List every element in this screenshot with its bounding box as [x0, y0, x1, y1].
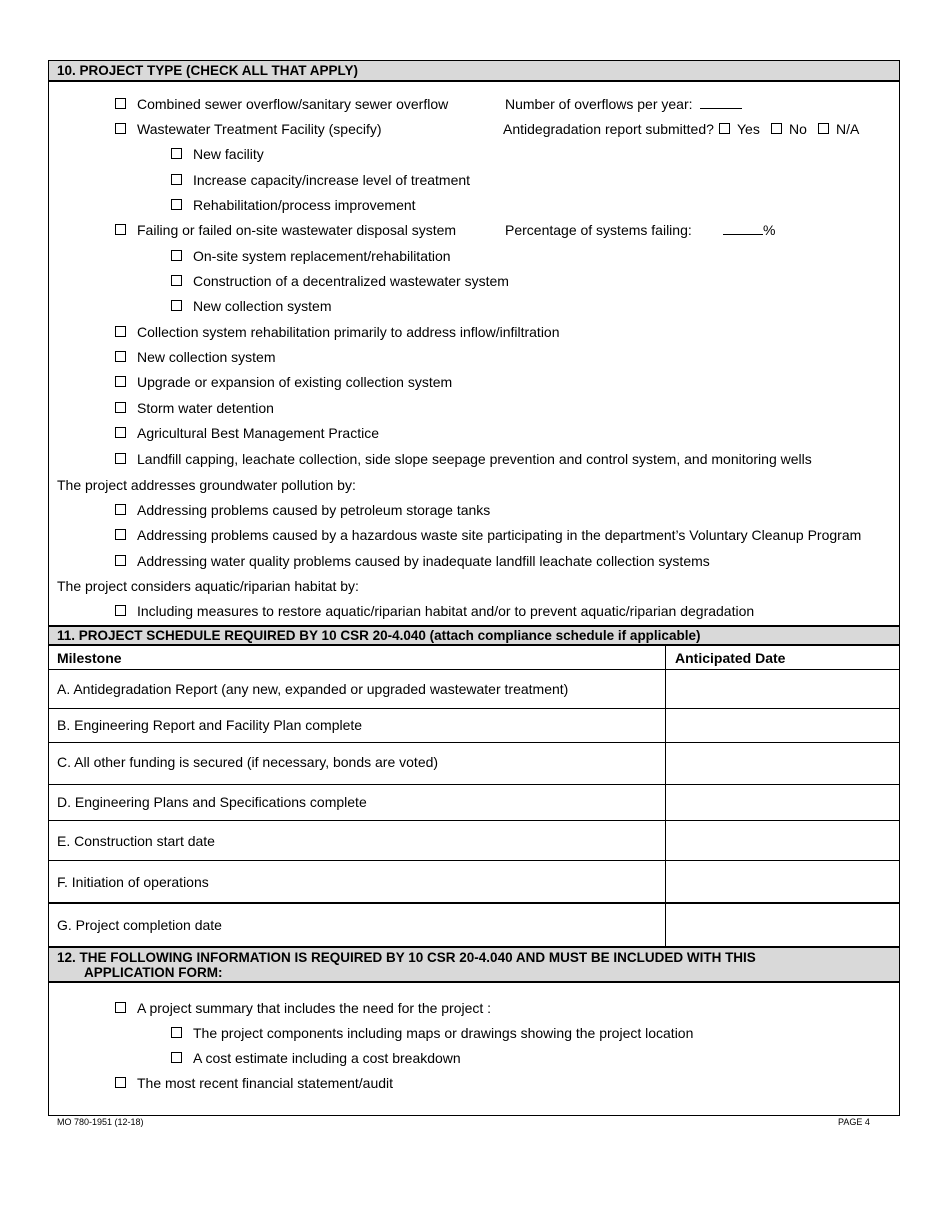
- item-label: The project components including maps or drawings showing the project location: [193, 1025, 694, 1041]
- section-10-title: 10. PROJECT TYPE (CHECK ALL THAT APPLY): [57, 63, 359, 78]
- milestone-c: C. All other funding is secured (if necessary, bonds are voted): [57, 754, 439, 770]
- milestone-e: E. Construction start date: [57, 833, 215, 849]
- form-page: [48, 60, 900, 1116]
- item-label: Including measures to restore aquatic/riparian habitat and/or to prevent aquatic/riparian degradation: [137, 603, 755, 619]
- date-input-c[interactable]: [667, 743, 898, 784]
- item-label: The most recent financial statement/audit: [137, 1075, 394, 1091]
- milestone-d: D. Engineering Plans and Specifications complete: [57, 794, 367, 810]
- checkbox-wwtf[interactable]: [115, 123, 126, 134]
- checkbox-petroleum[interactable]: [115, 504, 126, 515]
- checkbox-rehabilitation[interactable]: [171, 199, 182, 210]
- date-input-g[interactable]: [667, 904, 898, 946]
- checkbox-combined-sewer[interactable]: [115, 98, 126, 109]
- checkbox-habitat[interactable]: [115, 605, 126, 616]
- item-label: On-site system replacement/rehabilitation: [193, 248, 451, 264]
- section-11-title: 11. PROJECT SCHEDULE REQUIRED BY 10 CSR 20-4.040 (attach compliance schedule if applicable): [57, 628, 701, 643]
- checkbox-antideg-na[interactable]: [818, 123, 829, 134]
- percentage-field: [723, 222, 775, 238]
- date-input-b[interactable]: [667, 709, 898, 742]
- section-12-header: [49, 946, 899, 983]
- item-label: New collection system: [137, 349, 276, 365]
- checkbox-project-components[interactable]: [171, 1027, 182, 1038]
- section-12-title-line2: APPLICATION FORM:: [84, 965, 223, 980]
- percent-sign: %: [763, 222, 776, 238]
- section-10-header: [49, 61, 899, 82]
- antideg-yes-label: Yes: [737, 121, 760, 137]
- item-label: Storm water detention: [137, 400, 274, 416]
- checkbox-onsite-replacement[interactable]: [171, 250, 182, 261]
- milestone-g: G. Project completion date: [57, 917, 222, 933]
- checkbox-cost-estimate[interactable]: [171, 1052, 182, 1063]
- overflows-label: [505, 96, 742, 112]
- item-label: Failing or failed on-site wastewater disposal system: [137, 222, 457, 238]
- date-input-d[interactable]: [667, 785, 898, 820]
- item-label: Increase capacity/increase level of treatment: [193, 172, 471, 188]
- checkbox-antideg-yes[interactable]: [719, 123, 730, 134]
- item-label: Upgrade or expansion of existing collection system: [137, 374, 453, 390]
- item-label: Collection system rehabilitation primarily to address inflow/infiltration: [137, 324, 560, 340]
- form-number: MO 780-1951 (12-18): [57, 1117, 144, 1127]
- page-number: PAGE 4: [838, 1117, 870, 1127]
- milestone-a: A. Antidegradation Report (any new, expanded or upgraded wastewater treatment): [57, 681, 569, 697]
- item-label: Addressing water quality problems caused by inadequate landfill leachate collection systems: [137, 553, 710, 569]
- checkbox-antideg-no[interactable]: [771, 123, 782, 134]
- checkbox-agricultural-bmp[interactable]: [115, 427, 126, 438]
- item-label: Construction of a decentralized wastewater system: [193, 273, 509, 289]
- antideg-na-label: N/A: [836, 121, 860, 137]
- checkbox-decentralized[interactable]: [171, 275, 182, 286]
- overflows-label-text: Number of overflows per year:: [505, 96, 693, 112]
- date-input-e[interactable]: [667, 821, 898, 860]
- item-label: Agricultural Best Management Practice: [137, 425, 379, 441]
- date-input-f[interactable]: [667, 861, 898, 902]
- section-11-header: [49, 625, 899, 646]
- percentage-label: Percentage of systems failing:: [505, 222, 692, 238]
- milestone-column-header: Milestone: [57, 650, 122, 666]
- percentage-input[interactable]: [723, 222, 763, 235]
- checkbox-hazardous-waste[interactable]: [115, 529, 126, 540]
- item-label: New collection system: [193, 298, 332, 314]
- checkbox-project-summary[interactable]: [115, 1002, 126, 1013]
- checkbox-upgrade-collection[interactable]: [115, 376, 126, 387]
- item-label: Wastewater Treatment Facility (specify): [137, 121, 382, 137]
- overflows-input[interactable]: [700, 96, 742, 109]
- checkbox-new-collection-sub[interactable]: [171, 300, 182, 311]
- checkbox-landfill-leachate[interactable]: [115, 555, 126, 566]
- item-label: Combined sewer overflow/sanitary sewer overflow: [137, 96, 449, 112]
- item-label: A project summary that includes the need for the project :: [137, 1000, 492, 1016]
- checkbox-new-facility[interactable]: [171, 148, 182, 159]
- milestone-f: F. Initiation of operations: [57, 874, 209, 890]
- date-input-a[interactable]: [667, 670, 898, 708]
- item-label: Landfill capping, leachate collection, side slope seepage prevention and control system, and monitoring wells: [137, 451, 812, 467]
- groundwater-intro: The project addresses groundwater pollution by:: [57, 477, 356, 493]
- checkbox-new-collection[interactable]: [115, 351, 126, 362]
- checkbox-increase-capacity[interactable]: [171, 174, 182, 185]
- date-column-header: Anticipated Date: [675, 650, 786, 666]
- item-label: New facility: [193, 146, 264, 162]
- antideg-label: Antidegradation report submitted?: [503, 121, 714, 137]
- checkbox-inflow-infiltration[interactable]: [115, 326, 126, 337]
- checkbox-failing-onsite[interactable]: [115, 224, 126, 235]
- item-label: Rehabilitation/process improvement: [193, 197, 416, 213]
- habitat-intro: The project considers aquatic/riparian habitat by:: [57, 578, 359, 594]
- item-label: A cost estimate including a cost breakdown: [193, 1050, 461, 1066]
- checkbox-landfill[interactable]: [115, 453, 126, 464]
- section-12-title-line1: 12. THE FOLLOWING INFORMATION IS REQUIRED BY 10 CSR 20-4.040 AND MUST BE INCLUDED WITH THIS: [57, 950, 756, 965]
- item-label: Addressing problems caused by a hazardous waste site participating in the department’s Voluntary Cleanup Program: [137, 527, 862, 543]
- checkbox-financial-statement[interactable]: [115, 1077, 126, 1088]
- checkbox-storm-water[interactable]: [115, 402, 126, 413]
- antideg-no-label: No: [789, 121, 807, 137]
- milestone-b: B. Engineering Report and Facility Plan complete: [57, 717, 363, 733]
- item-label: Addressing problems caused by petroleum storage tanks: [137, 502, 491, 518]
